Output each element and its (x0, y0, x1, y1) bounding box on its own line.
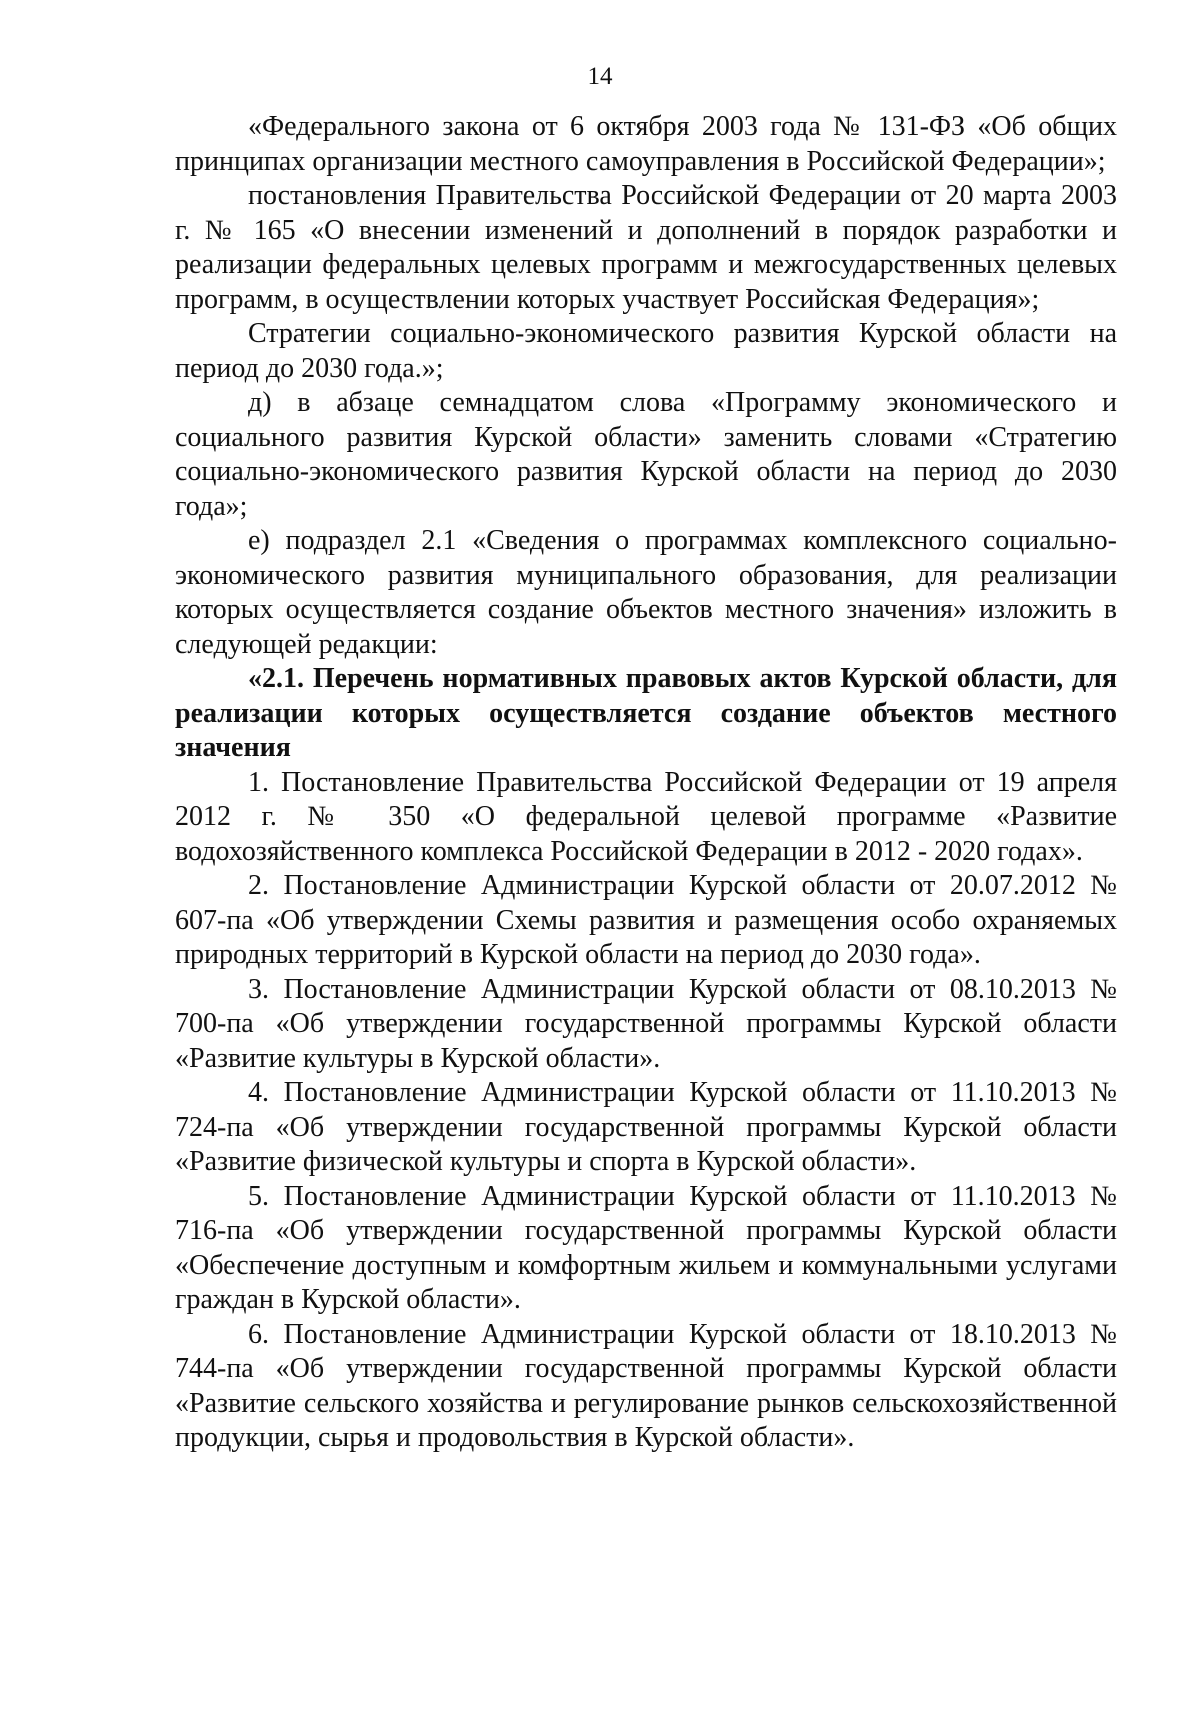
paragraph-federal-law: «Федерального закона от 6 октября 2003 года № 131-ФЗ «Об общих принципах организации местного самоуправления в Российской Федерации»; (175, 111, 1117, 177)
list-item-2: 2. Постановление Администрации Курской области от 20.07.2012 № 607-па «Об утверждении Схемы развития и размещения особо охраняемых природных территорий в Курской области на период до 2030 года». (175, 870, 1117, 970)
paragraph-strategy: Стратегии социально-экономического развития Курской области на период до 2030 года.»; (175, 318, 1117, 384)
page-number: 14 (587, 63, 613, 90)
paragraph-item-e: е) подраздел 2.1 «Сведения о программах комплексного социально-экономического развития муниципального образования, для реализации которых осуществляется создание объектов местного значения» изложить в следующей редакции: (175, 525, 1117, 660)
paragraph-item-d: д) в абзаце семнадцатом слова «Программу экономического и социального развития Курской области» заменить словами «Стратегию социально-экономического развития Курской области на период до 2030 года»; (175, 387, 1117, 522)
section-heading: «2.1. Перечень нормативных правовых актов Курской области, для реализации которых осуществляется создание объектов местного значения (175, 663, 1117, 763)
document-body (175, 110, 1117, 1456)
paragraph-government-resolution: постановления Правительства Российской Федерации от 20 марта 2003 г. № 165 «О внесении изменений и дополнений в порядок разработки и реализации федеральных целевых программ и межгосударственных целевых программ, в осуществлении которых участвует Российская Федерация»; (175, 180, 1117, 315)
list-item-3: 3. Постановление Администрации Курской области от 08.10.2013 № 700-па «Об утверждении государственной программы Курской области «Развитие культуры в Курской области». (175, 973, 1117, 1074)
list-item-1: 1. Постановление Правительства Российской Федерации от 19 апреля 2012 г. № 350 «О федеральной целевой программе «Развитие водохозяйственного комплекса Российской Федерации в 2012 - 2020 годах». (175, 766, 1117, 867)
list-item-4: 4. Постановление Администрации Курской области от 11.10.2013 № 724-па «Об утверждении государственной программы Курской области «Развитие физической культуры и спорта в Курской области». (175, 1077, 1117, 1177)
list-item-6: 6. Постановление Администрации Курской области от 18.10.2013 № 744-па «Об утверждении государственной программы Курской области «Развитие сельского хозяйства и регулирование рынков сельскохозяйственной продукции, сырья и продовольствия в Курской области». (175, 1318, 1117, 1453)
list-item-5: 5. Постановление Администрации Курской области от 11.10.2013 № 716-па «Об утверждении государственной программы Курской области «Обеспечение доступным и комфортным жильем и коммунальными услугами граждан в Курской области». (175, 1180, 1117, 1315)
